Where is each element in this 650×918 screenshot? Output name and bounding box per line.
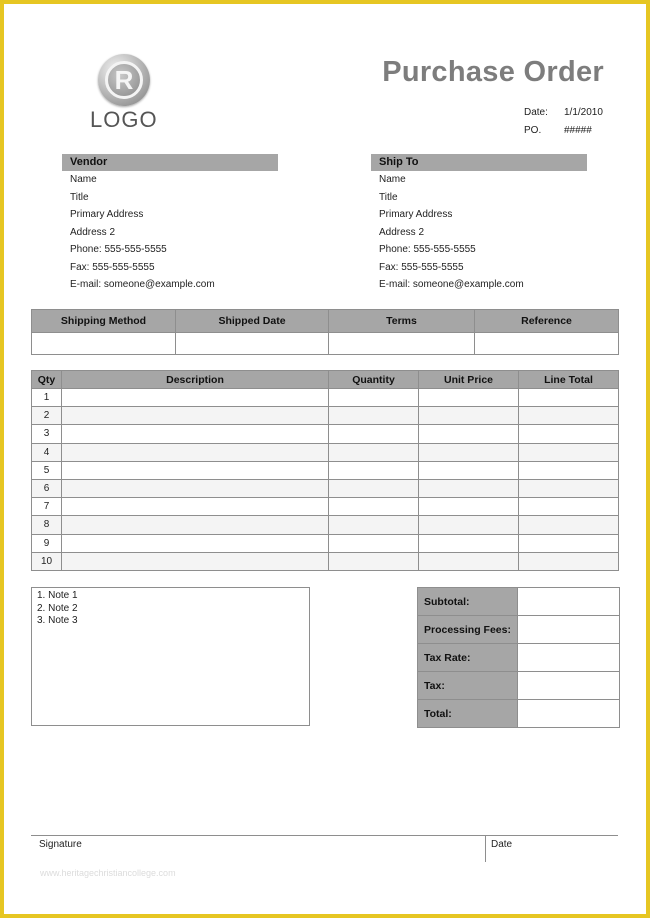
line-total-cell[interactable] <box>519 407 619 425</box>
tax-rate-label: Tax Rate: <box>418 644 518 672</box>
meta-date-row <box>524 104 604 122</box>
row-number: 5 <box>32 461 62 479</box>
quantity-cell[interactable] <box>329 534 419 552</box>
description-cell[interactable] <box>62 461 329 479</box>
shipping-header-row <box>32 310 619 333</box>
vendor-heading: Vendor <box>62 154 278 171</box>
description-cell[interactable] <box>62 479 329 497</box>
unit-price-cell[interactable] <box>419 425 519 443</box>
processing-fees-label: Processing Fees: <box>418 616 518 644</box>
unit-price-cell[interactable] <box>419 389 519 407</box>
table-row <box>32 461 619 479</box>
signature-line <box>31 835 618 836</box>
vendor-block <box>62 154 278 294</box>
vendor-email[interactable]: E-mail: someone@example.com <box>70 279 215 290</box>
unit-price-cell[interactable] <box>419 443 519 461</box>
description-cell[interactable] <box>62 407 329 425</box>
note-item: 2. Note 2 <box>37 602 78 614</box>
table-row <box>32 407 619 425</box>
table-row <box>32 389 619 407</box>
ship-to-address-2[interactable]: Address 2 <box>379 226 425 238</box>
note-item: 3. Note 3 <box>37 615 78 626</box>
ship-to-title[interactable]: Title <box>379 191 398 203</box>
company-logo <box>90 54 170 132</box>
shipped-date-cell[interactable] <box>176 333 329 355</box>
description-cell[interactable] <box>62 534 329 552</box>
tax-rate-row <box>418 644 620 672</box>
signature-date-label[interactable]: Date <box>491 839 513 850</box>
total-row <box>418 700 620 728</box>
table-row <box>32 443 619 461</box>
total-label: Total: <box>418 700 518 728</box>
unit-price-cell[interactable] <box>419 552 519 570</box>
line-total-cell[interactable] <box>519 534 619 552</box>
vendor-title[interactable]: Title <box>70 191 89 203</box>
unit-price-cell[interactable] <box>419 479 519 497</box>
reference-cell[interactable] <box>475 333 619 355</box>
shipping-method-cell[interactable] <box>32 333 176 355</box>
terms-cell[interactable] <box>329 333 475 355</box>
notes-box[interactable] <box>31 587 310 726</box>
signature-label[interactable]: Signature <box>39 839 82 850</box>
description-cell[interactable] <box>62 443 329 461</box>
po-label: PO. <box>524 125 542 136</box>
line-total-cell[interactable] <box>519 479 619 497</box>
unit-price-cell[interactable] <box>419 534 519 552</box>
tax-row <box>418 672 620 700</box>
quantity-cell[interactable] <box>329 498 419 516</box>
ship-to-heading: Ship To <box>371 154 587 171</box>
description-cell[interactable] <box>62 425 329 443</box>
row-number: 2 <box>32 407 62 425</box>
vendor-address-2[interactable]: Address 2 <box>70 226 116 238</box>
row-number: 4 <box>32 443 62 461</box>
reference-header: Reference <box>475 310 619 333</box>
table-row <box>32 498 619 516</box>
table-row <box>32 552 619 570</box>
subtotal-row <box>418 588 620 616</box>
meta-po-row <box>524 122 604 140</box>
line-total-cell[interactable] <box>519 425 619 443</box>
quantity-header: Quantity <box>329 371 419 389</box>
vendor-name[interactable]: Name <box>70 174 97 185</box>
line-total-cell[interactable] <box>519 498 619 516</box>
quantity-cell[interactable] <box>329 443 419 461</box>
items-table <box>31 370 619 571</box>
quantity-cell[interactable] <box>329 389 419 407</box>
ship-to-email[interactable]: E-mail: someone@example.com <box>379 279 524 290</box>
unit-price-header: Unit Price <box>419 371 519 389</box>
date-value[interactable]: 1/1/2010 <box>564 107 603 118</box>
terms-header: Terms <box>329 310 475 333</box>
unit-price-cell[interactable] <box>419 461 519 479</box>
note-item: 1. Note 1 <box>37 590 78 601</box>
shipping-row <box>32 333 619 355</box>
table-row <box>32 534 619 552</box>
date-label: Date: <box>524 107 548 118</box>
total-value[interactable] <box>518 700 620 728</box>
row-number: 10 <box>32 552 62 570</box>
ship-to-phone[interactable]: Phone: 555-555-5555 <box>379 244 476 255</box>
ship-to-fax[interactable]: Fax: 555-555-5555 <box>379 261 464 273</box>
qty-header: Qty <box>32 371 62 389</box>
vendor-primary-address[interactable]: Primary Address <box>70 209 144 220</box>
vendor-phone[interactable]: Phone: 555-555-5555 <box>70 244 167 255</box>
processing-fees-value[interactable] <box>518 616 620 644</box>
quantity-cell[interactable] <box>329 516 419 534</box>
purchase-order-page <box>4 4 646 914</box>
logo-text: LOGO <box>90 107 158 132</box>
description-header: Description <box>62 371 329 389</box>
quantity-cell[interactable] <box>329 479 419 497</box>
description-cell[interactable] <box>62 389 329 407</box>
description-cell[interactable] <box>62 552 329 570</box>
vendor-fax[interactable]: Fax: 555-555-5555 <box>70 261 155 273</box>
tax-label: Tax: <box>418 672 518 700</box>
processing-fees-row <box>418 616 620 644</box>
table-row <box>32 425 619 443</box>
shipped-date-header: Shipped Date <box>176 310 329 333</box>
row-number: 9 <box>32 534 62 552</box>
page-title: Purchase Order <box>382 56 604 88</box>
line-total-header: Line Total <box>519 371 619 389</box>
row-number: 3 <box>32 425 62 443</box>
line-total-cell[interactable] <box>519 443 619 461</box>
subtotal-label: Subtotal: <box>418 588 518 616</box>
quantity-cell[interactable] <box>329 461 419 479</box>
line-total-cell[interactable] <box>519 552 619 570</box>
description-cell[interactable] <box>62 498 329 516</box>
row-number: 1 <box>32 389 62 407</box>
po-value[interactable]: ##### <box>564 125 592 136</box>
row-number: 8 <box>32 516 62 534</box>
registered-logo-icon: R <box>98 54 150 106</box>
line-total-cell[interactable] <box>519 389 619 407</box>
items-header-row <box>32 371 619 389</box>
unit-price-cell[interactable] <box>419 516 519 534</box>
row-number: 7 <box>32 498 62 516</box>
quantity-cell[interactable] <box>329 425 419 443</box>
unit-price-cell[interactable] <box>419 407 519 425</box>
signature-divider <box>485 835 486 862</box>
table-row <box>32 516 619 534</box>
tax-value[interactable] <box>518 672 620 700</box>
line-total-cell[interactable] <box>519 461 619 479</box>
shipping-table <box>31 309 619 355</box>
row-number: 6 <box>32 479 62 497</box>
watermark: www.heritagechristiancollege.com <box>40 868 176 878</box>
tax-rate-value[interactable] <box>518 644 620 672</box>
ship-to-primary-address[interactable]: Primary Address <box>379 209 453 220</box>
ship-to-block <box>371 154 587 294</box>
order-meta <box>524 104 604 140</box>
table-row <box>32 479 619 497</box>
description-cell[interactable] <box>62 516 329 534</box>
unit-price-cell[interactable] <box>419 498 519 516</box>
subtotal-value[interactable] <box>518 588 620 616</box>
line-total-cell[interactable] <box>519 516 619 534</box>
quantity-cell[interactable] <box>329 552 419 570</box>
totals-table <box>417 587 620 728</box>
ship-to-name[interactable]: Name <box>379 174 406 185</box>
quantity-cell[interactable] <box>329 407 419 425</box>
shipping-method-header: Shipping Method <box>32 310 176 333</box>
